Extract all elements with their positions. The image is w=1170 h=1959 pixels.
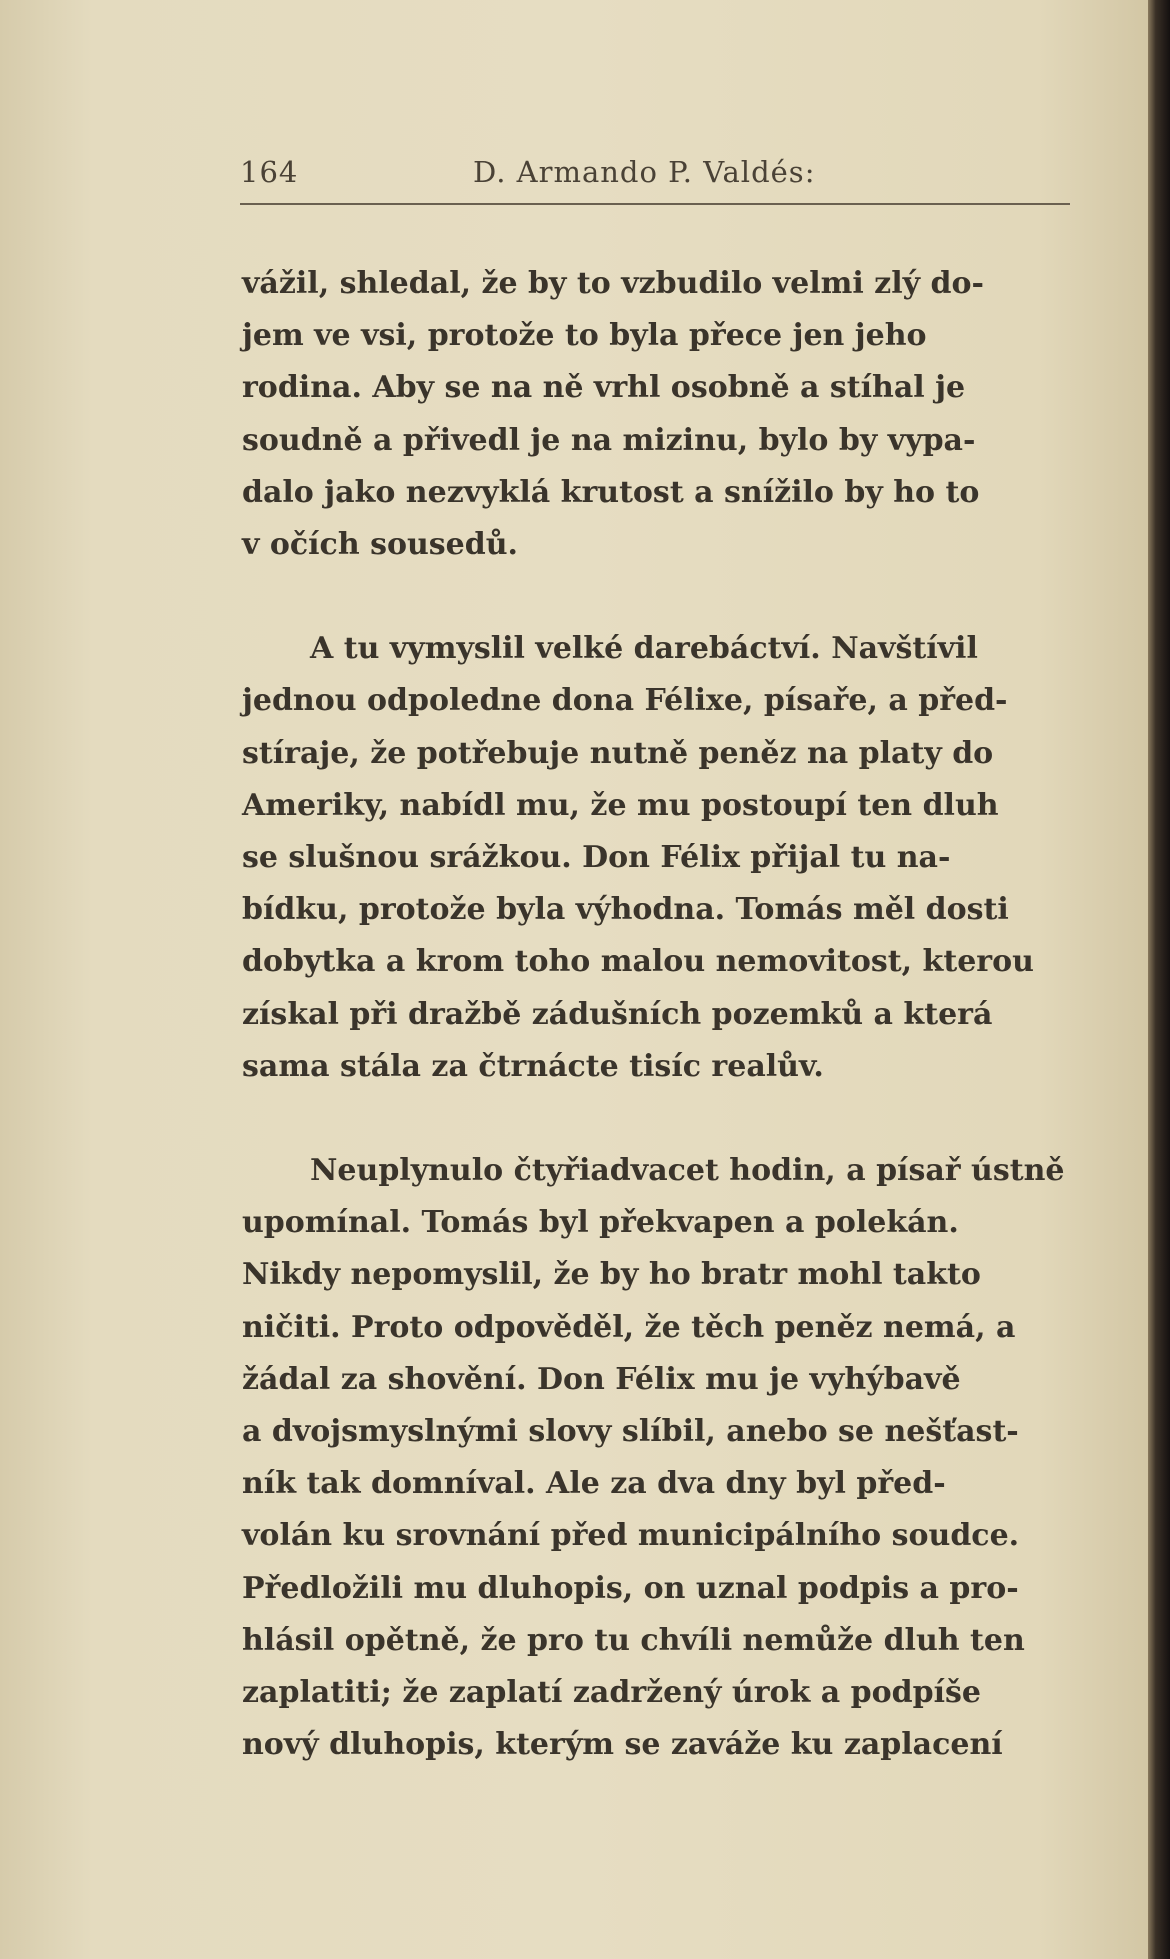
page-header	[240, 155, 1070, 195]
text-line: Nikdy nepomyslil, že by ho bratr mohl takto	[242, 1257, 981, 1293]
book-spine-shadow	[1148, 0, 1170, 1959]
text-line: ník tak domníval. Ale za dva dny byl před-	[242, 1466, 946, 1502]
text-line: A tu vymyslil velké darebáctví. Navštívil	[310, 631, 978, 667]
text-line: jednou odpoledne dona Félixe, písaře, a před-	[242, 683, 1008, 719]
text-line: Ameriky, nabídl mu, že mu postoupí ten dluh	[242, 787, 999, 823]
text-line: vážil, shledal, že by to vzbudilo velmi zlý do-	[242, 266, 984, 301]
text-line: dobytka a krom toho malou nemovitost, kterou	[242, 944, 1034, 980]
text-line: stíraje, že potřebuje nutně peněz na platy do	[242, 735, 994, 771]
text-line: Předložili mu dluhopis, on uznal podpis a pro-	[242, 1570, 1019, 1606]
paragraph-1	[242, 258, 1072, 571]
running-head: D. Armando P. Valdés:	[473, 155, 816, 189]
page-number: 164	[240, 155, 299, 189]
text-line: jem ve vsi, protože to byla přece jen jeho	[242, 318, 927, 354]
text-line: získal při dražbě zádušních pozemků a která	[242, 996, 993, 1032]
text-line: se slušnou srážkou. Don Félix přijal tu na-	[242, 840, 951, 876]
text-line: a dvojsmyslnými slovy slíbil, anebo se nešťast-	[242, 1414, 1019, 1450]
text-line: upomínal. Tomás byl překvapen a polekán.	[242, 1205, 959, 1241]
text-line: nový dluhopis, kterým se zaváže ku zaplacení	[242, 1727, 1003, 1763]
text-line: soudně a přivedl je na mizinu, bylo by vypa-	[242, 422, 976, 458]
text-line: rodina. Aby se na ně vrhl osobně a stíhal je	[242, 370, 966, 406]
paragraph-3	[242, 1145, 1072, 1771]
text-line: Neuplynulo čtyřiadvacet hodin, a písař ústně	[310, 1153, 1065, 1189]
text-line: v očích sousedů.	[242, 527, 518, 563]
text-line: hlásil opětně, že pro tu chvíli nemůže dluh ten	[242, 1622, 1025, 1658]
paragraph-2	[242, 623, 1072, 1093]
body-text	[242, 258, 1072, 1771]
text-line: sama stála za čtrnácte tisíc realův.	[242, 1048, 824, 1084]
text-line: žádal za shovění. Don Félix mu je vyhýbavě	[242, 1361, 961, 1397]
header-rule	[240, 203, 1070, 205]
text-line: bídku, protože byla výhodna. Tomás měl dosti	[242, 892, 1009, 928]
text-line: zaplatiti; že zaplatí zadržený úrok a podpíše	[242, 1675, 981, 1711]
text-line: ničiti. Proto odpověděl, že těch peněz nemá, a	[242, 1309, 1016, 1345]
text-line: dalo jako nezvyklá krutost a snížilo by ho to	[242, 474, 980, 510]
text-line: volán ku srovnání před municipálního soudce.	[242, 1518, 1020, 1554]
